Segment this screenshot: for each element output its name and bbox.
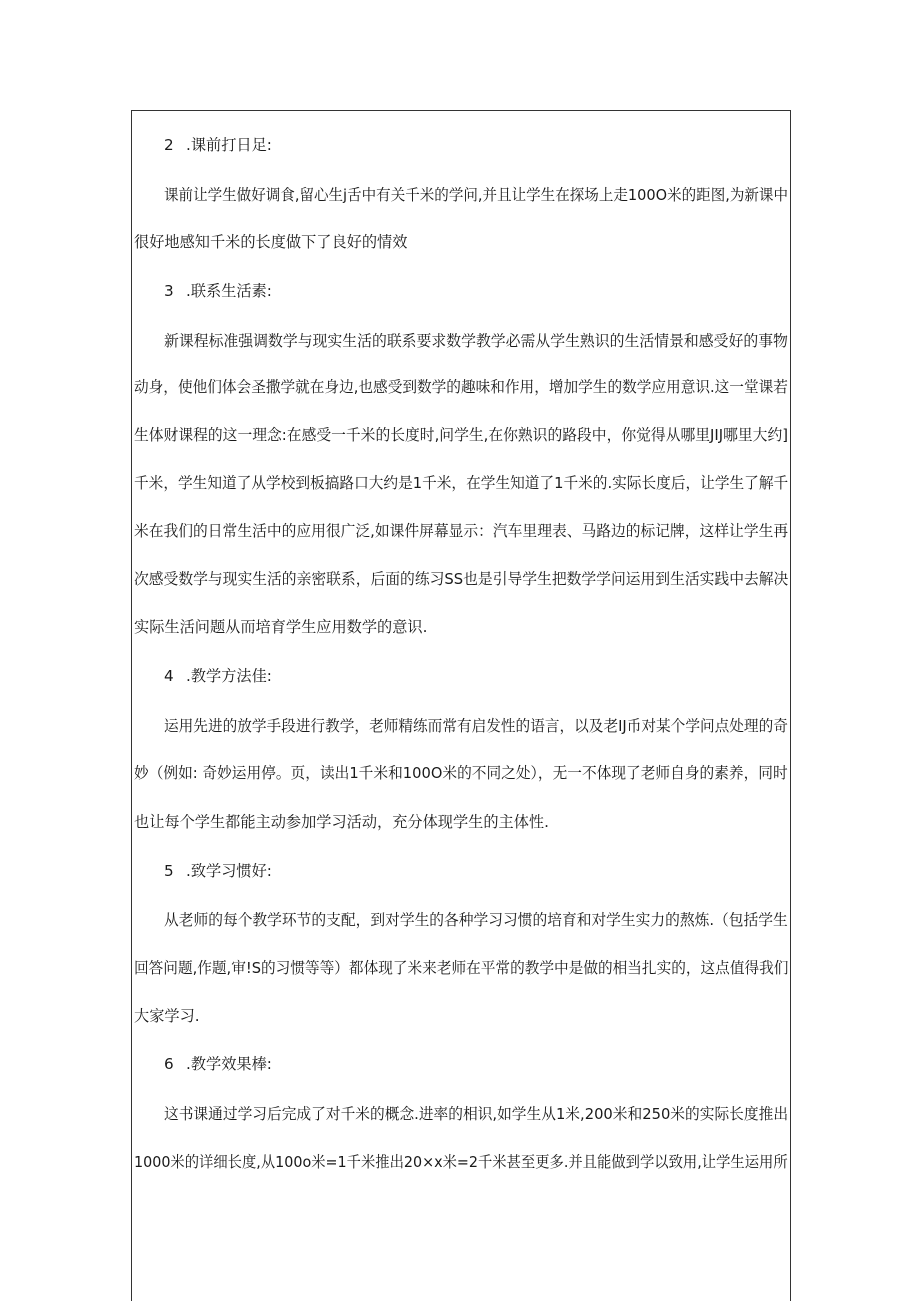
section-title: .课前打日足: — [186, 136, 272, 154]
paragraph-line: 生体财课程的这一理念:在感受一千米的长度时,问学生,在你熟识的路段中，你觉得从哪里JIJ哪里大约] — [134, 426, 789, 444]
section-heading — [164, 135, 272, 155]
paragraph-line: 次感受数学与现实生活的亲密联系，后面的练习SS也是引导学生把数学学问运用到生活实践中去解决 — [134, 570, 789, 588]
section-heading — [164, 666, 272, 686]
section-heading — [164, 1054, 272, 1074]
paragraph-line: 千米，学生知道了从学校到板搞路口大约是1千米，在学生知道了1千米的.实际长度后，让学生了解千 — [134, 474, 789, 492]
paragraph-line: 很好地感知千米的长度做下了良好的情效 — [134, 233, 408, 251]
paragraph-line: 课前让学生做好调食,留心生j舌中有关千米的学问,并且让学生在探场上走100O米的距图,为新课中 — [164, 186, 788, 204]
section-title: .教学方法佳: — [186, 667, 272, 685]
paragraph-line: 米在我们的日常生活中的应用很广泛,如课件屏幕显示：汽车里理表、马路边的标记牌，这样让学生再 — [134, 522, 789, 540]
paragraph-line: 动身，使他们体会圣撒学就在身边,也感受到数学的趣味和作用，增加学生的数学应用意识.这一堂课若 — [134, 378, 788, 396]
section-heading — [164, 861, 272, 881]
section-heading — [164, 281, 272, 301]
paragraph-line: 妙（例如: 奇妙运用停。页，读出1千米和100O米的不同之处），无一不体现了老师自身的素养，同时 — [134, 764, 788, 782]
paragraph-line: 运用先进的放学手段进行教学，老师精练而常有启发性的语言，以及老IJ币对某个学问点处理的奇 — [164, 717, 788, 735]
paragraph-line: 回答问题,作题,审!S的习惯等等）都体现了米来老师在平常的教学中是做的相当扎实的，这点值得我们 — [134, 959, 789, 977]
paragraph-line: 1000米的详细长度,从100o米=1千米推出20×x米=2千米甚至更多.并且能做到学以致用,让学生运用所 — [134, 1153, 788, 1171]
paragraph-line: 也让每个学生都能主动参加学习活动，充分体现学生的主体性. — [134, 813, 549, 831]
section-number: 4 — [164, 667, 174, 685]
section-number: 6 — [164, 1055, 174, 1073]
section-number: 2 — [164, 136, 174, 154]
section-title: .致学习惯好: — [186, 862, 272, 880]
paragraph-line: 大家学习. — [134, 1007, 200, 1025]
paragraph-line: 新课程标准强调数学与现实生活的联系要求数学教学必需从学生熟识的生活情景和感受好的事物 — [164, 332, 788, 350]
section-title: .联系生活素: — [186, 282, 272, 300]
section-number: 5 — [164, 862, 174, 880]
section-number: 3 — [164, 282, 174, 300]
paragraph-line: 这书课通过学习后完成了对千米的概念.进率的相识,如学生从1米,200米和250米的实际长度推出 — [164, 1105, 789, 1123]
paragraph-line: 实际生活问题从而培育学生应用数学的意识. — [134, 618, 428, 636]
section-title: .教学效果棒: — [186, 1055, 272, 1073]
paragraph-line: 从老师的每个教学环节的支配，到对学生的各种学习习惯的培育和对学生实力的熬炼.（包括学生 — [164, 911, 788, 929]
